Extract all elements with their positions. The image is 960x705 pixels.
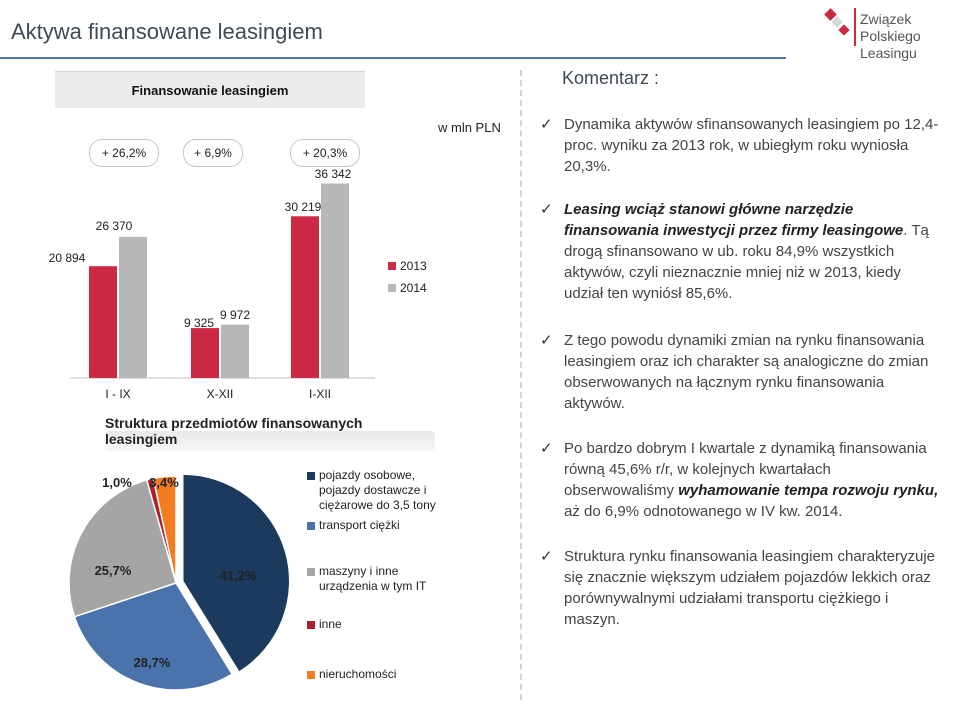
legend-swatch	[307, 671, 315, 679]
legend-label-line: inne	[319, 617, 342, 631]
legend-label: 2014	[400, 281, 427, 295]
logo-mark-icon	[824, 8, 856, 46]
x-tick-label: I-XII	[308, 387, 332, 401]
legend-label-line: transport ciężki	[319, 518, 400, 532]
legend-label: 2013	[400, 259, 427, 273]
checkmark-icon: ✓	[540, 201, 553, 218]
bar-value-label: 9 972	[219, 308, 251, 322]
pie-value-label: 28,7%	[133, 655, 171, 670]
legend-label	[319, 617, 342, 631]
checkmark-icon: ✓	[540, 548, 553, 565]
legend-label	[319, 564, 427, 593]
legend-swatch	[388, 262, 396, 270]
legend-swatch	[307, 621, 315, 629]
bar-value-label: 20 894	[48, 251, 86, 265]
x-tick-label: X-XII	[206, 387, 234, 401]
legend-label-line: pojazdy osobowe,	[319, 468, 416, 482]
bar-2013-3	[291, 216, 319, 378]
bar-value-label: 9 325	[183, 316, 215, 330]
comment-text: Dynamika aktywów sfinansowanych leasingiem po 12,4-proc. wyniku za 2013 rok, w ubiegłym roku wyniosła 20,3%.	[564, 116, 939, 175]
legend-label-line: maszyny i inne	[319, 564, 399, 578]
bar-value-label: 26 370	[95, 219, 133, 233]
bar-2013-2	[191, 328, 219, 378]
unit-label: w mln PLN	[438, 120, 501, 135]
legend-swatch	[307, 568, 315, 576]
page-title: Aktywa finansowane leasingiem	[11, 19, 323, 44]
bar-2013-1	[89, 266, 117, 378]
bar-value-label: 30 219	[284, 200, 322, 214]
comment-emphasis: Leasing wciąż stanowi główne narzędzie finansowania inwestycji przez firmy leasingowe	[564, 201, 904, 239]
comment-text: aż do 6,9% odnotowanego w IV kw. 2014.	[564, 503, 843, 520]
checkmark-icon: ✓	[540, 440, 553, 457]
pie-value-label: 25,7%	[94, 563, 132, 578]
comment-text: Struktura rynku finansowania leasingiem charakteryzuje się znacznie większym udziałem pojazdów lekkich oraz porównywalnymi udziałami transportu ciężkiego i maszyn.	[564, 548, 936, 628]
legend-swatch	[307, 522, 315, 530]
bar-2014-1	[119, 237, 147, 378]
checkmark-icon: ✓	[540, 116, 553, 133]
checkmark-icon: ✓	[540, 332, 553, 349]
comment-bullet-2	[540, 199, 944, 304]
comment-bullet-3	[540, 330, 944, 414]
section-divider	[520, 70, 522, 700]
comment-bullet-4	[540, 438, 944, 522]
legend-label-line: nieruchomości	[319, 667, 397, 681]
bar-chart-title: Finansowanie leasingiem	[55, 71, 365, 108]
bar-chart	[0, 0, 520, 420]
legend-label-line: pojazdy dostawcze i	[319, 483, 427, 497]
comment-text: Po bardzo dobrym I kwartale z dynamiką finansowania równą 45,6% r/r, w kolejnych kwartałach obserwowaliśmy	[564, 440, 927, 499]
legend-swatch	[388, 284, 396, 292]
pie-value-label: 41,2%	[219, 568, 257, 583]
growth-badge-2: + 6,9%	[183, 139, 243, 167]
pie-value-label: 3,4%	[149, 475, 179, 490]
pie-value-label: 1,0%	[102, 475, 132, 490]
comment-bullet-1	[540, 114, 944, 177]
legend-label	[319, 667, 396, 681]
legend-label-line: ciężarowe do 3,5 tony	[319, 498, 436, 512]
comment-emphasis: wyhamowanie tempa rozwoju rynku,	[678, 482, 939, 499]
pie-chart-title: Struktura przedmiotów finansowanych leasingiem	[105, 415, 363, 447]
bar-value-label: 36 342	[314, 167, 352, 181]
legend-label	[319, 518, 400, 532]
growth-badge-3: + 20,3%	[290, 139, 360, 167]
growth-badge-1: + 26,2%	[89, 139, 159, 167]
comment-text: Z tego powodu dynamiki zmian na rynku finansowania leasingiem oraz ich charakter są analogiczne do zmian obserwowanych na łącznym rynku finansowania aktywów.	[564, 332, 929, 412]
comment-text: . Tą drogą sfinansowano w ub. roku 84,9% wszystkich aktywów, czyli nieznacznie mniej niż w 2013, kiedy udział ten wyniósł 85,6%.	[564, 222, 929, 302]
legend-swatch	[307, 472, 315, 480]
pie-chart	[0, 455, 520, 705]
x-tick-label: I - IX	[105, 387, 131, 401]
bar-2014-3	[321, 184, 349, 378]
bar-2014-2	[221, 325, 249, 378]
comment-heading: Komentarz :	[562, 68, 660, 88]
legend-label	[319, 468, 436, 512]
logo-text: Związek Polskiego Leasingu	[860, 11, 921, 61]
legend-label-line: urządzenia w tym IT	[319, 579, 427, 593]
comment-bullet-5	[540, 546, 944, 630]
